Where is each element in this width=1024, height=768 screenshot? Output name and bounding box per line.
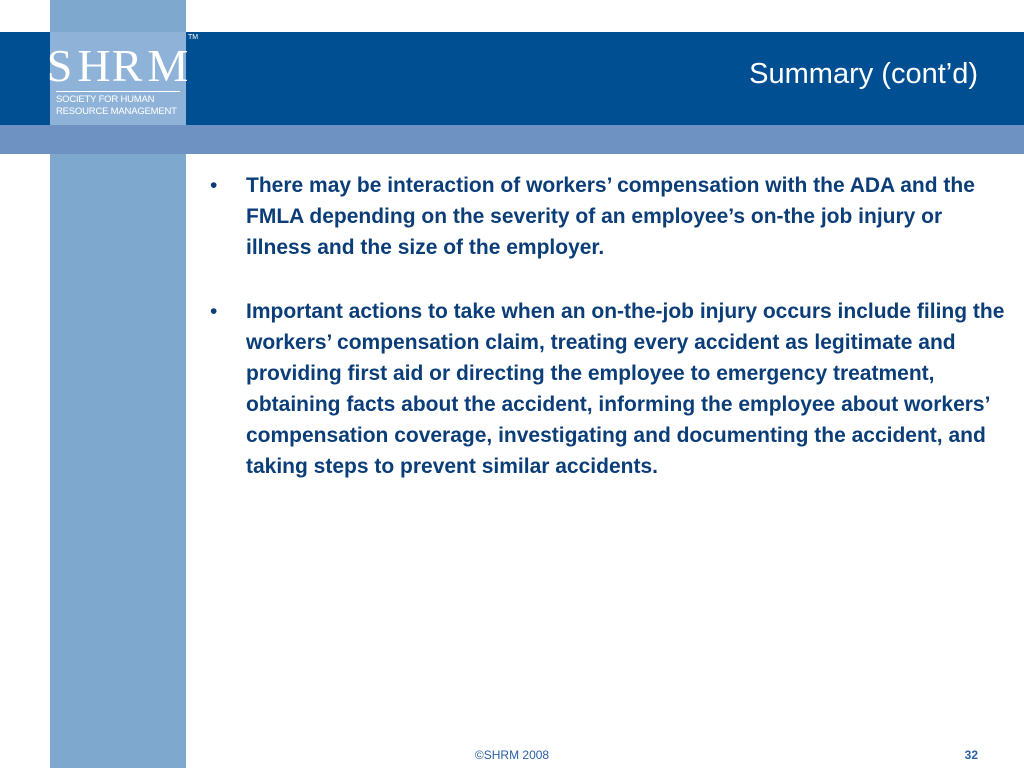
shrm-logo [46,32,190,125]
page-number: 32 [964,748,978,762]
bullet-text: There may be interaction of workers’ compensation with the ADA and the FMLA depending on the severity of an employee’s on-the job injury or illness and the size of the employer. [246,174,975,259]
logo-box [46,36,190,124]
logo-trademark: TM [188,34,199,41]
bullet-text: Important actions to take when an on-the-job injury occurs include filing the workers’ compensation claim, treating every accident as legitimate and providing first aid or directing the employee to emergency treatment, obtaining facts about the accident, informing the employee about workers’ compensation coverage, investigating and documenting the accident, and taking steps to prevent similar accidents. [246,300,1005,478]
logo-rule [56,91,180,92]
logo-letter-m: M [147,39,190,91]
logo-name-line-2: RESOURCE MANAGEMENT [56,106,177,117]
bullet-item [210,170,1010,263]
bullet-marker: • [210,300,218,323]
logo-letter-r: R [111,39,144,91]
bullet-marker: • [210,174,218,197]
logo-letter-h: H [77,39,112,91]
logo-letters [46,39,190,91]
logo-organization-name [56,94,184,118]
logo-name-line-1: SOCIETY FOR HUMAN [56,94,155,105]
logo-letter-s: S [46,39,74,91]
slide-content [210,170,1010,515]
slide-title: Summary (cont’d) [749,58,978,90]
header-sub-band [0,125,1024,154]
bullet-item [210,296,1010,482]
footer-copyright: ©SHRM 2008 [474,748,550,762]
